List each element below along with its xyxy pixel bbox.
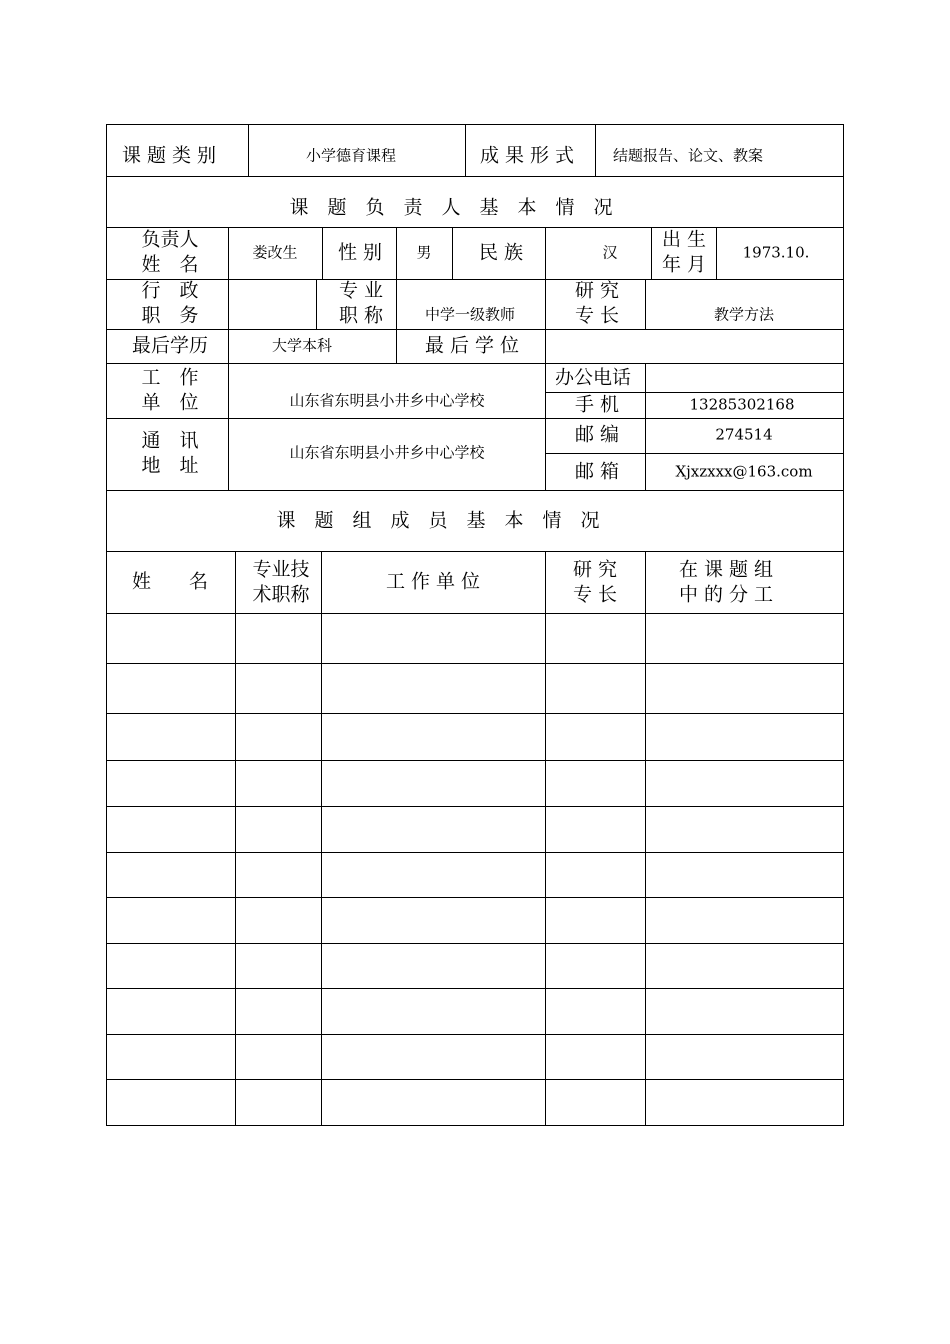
member-row-divider <box>106 760 844 761</box>
birth-label-line1: 出 生 <box>661 228 707 251</box>
member-row-divider <box>106 1034 844 1035</box>
col-divider <box>645 363 646 490</box>
admin-label-line1: 行 政 <box>141 279 199 302</box>
birth-value: 1973.10. <box>742 243 810 262</box>
col-divider <box>645 279 646 329</box>
row-divider <box>106 363 844 364</box>
email-label: 邮 箱 <box>574 460 620 483</box>
office-phone-label: 办公电话 <box>554 366 632 389</box>
member-row-divider <box>106 988 844 989</box>
leader-section-title: 课 题 负 责 人 基 本 情 况 <box>289 196 613 219</box>
col-divider <box>321 551 322 1126</box>
member-row-divider <box>106 663 844 664</box>
row-divider <box>106 279 844 280</box>
col-divider <box>396 329 397 363</box>
col-divider <box>716 227 717 279</box>
col-divider <box>228 279 229 329</box>
col-divider <box>545 279 546 329</box>
row-divider <box>106 329 844 330</box>
degree-label: 最 后 学 位 <box>424 334 520 357</box>
ethnicity-value: 汉 <box>602 243 618 262</box>
row-divider <box>106 490 844 491</box>
col-divider <box>651 227 652 279</box>
gender-value: 男 <box>416 243 432 262</box>
members-section-title: 课 题 组 成 员 基 本 情 况 <box>276 509 600 532</box>
member-tech-title-header-line2: 术职称 <box>252 583 310 606</box>
leader-name-value: 娄改生 <box>252 243 298 262</box>
ethnicity-label: 民 族 <box>478 241 524 264</box>
col-divider <box>316 279 317 329</box>
member-role-header-line1: 在 课 题 组 <box>678 558 774 581</box>
member-name-header: 姓 名 <box>131 570 209 593</box>
member-work-unit-header: 工 作 单 位 <box>385 570 481 593</box>
title-label-line2: 职 称 <box>338 304 384 327</box>
member-tech-title-header-line1: 专业技 <box>252 558 310 581</box>
postcode-label: 邮 编 <box>574 423 620 446</box>
col-divider <box>465 124 466 176</box>
category-label: 课 题 类 别 <box>121 144 217 167</box>
col-divider <box>228 363 229 490</box>
col-divider <box>645 551 646 1126</box>
mobile-value: 13285302168 <box>689 395 795 414</box>
col-divider <box>545 363 546 490</box>
specialty-label-line1: 研 究 <box>574 279 620 302</box>
row-divider <box>545 453 844 454</box>
member-role-header-line2: 中 的 分 工 <box>678 583 774 606</box>
address-label-line2: 地 址 <box>141 454 199 477</box>
title-value: 中学一级教师 <box>424 305 516 324</box>
row-divider <box>106 227 844 228</box>
member-row-divider <box>106 806 844 807</box>
row-divider <box>106 176 844 177</box>
mobile-label: 手 机 <box>574 393 620 416</box>
specialty-value: 教学方法 <box>713 305 775 324</box>
member-row-divider <box>106 897 844 898</box>
col-divider <box>228 227 229 279</box>
postcode-value: 274514 <box>715 425 773 444</box>
member-row-divider <box>106 852 844 853</box>
work-unit-value: 山东省东明县小井乡中心学校 <box>289 391 485 410</box>
member-row-divider <box>106 1079 844 1080</box>
work-label-line1: 工 作 <box>141 366 199 389</box>
member-row-divider <box>106 943 844 944</box>
email-value: Xjxzxxx@163.com <box>675 462 813 481</box>
col-divider <box>595 124 596 176</box>
col-divider <box>396 279 397 329</box>
leader-name-label-line2: 姓 名 <box>141 253 199 276</box>
col-divider <box>545 551 546 1126</box>
application-form-table <box>106 124 844 1126</box>
row-divider <box>106 613 844 614</box>
work-label-line2: 单 位 <box>141 391 199 414</box>
specialty-label-line2: 专 长 <box>574 304 620 327</box>
col-divider <box>452 227 453 279</box>
col-divider <box>248 124 249 176</box>
result-form-value: 结题报告、论文、教案 <box>612 146 764 165</box>
birth-label-line2: 年 月 <box>661 253 707 276</box>
gender-label: 性 别 <box>337 241 383 264</box>
col-divider <box>322 227 323 279</box>
col-divider <box>396 227 397 279</box>
col-divider <box>545 227 546 279</box>
row-divider <box>106 551 844 552</box>
member-specialty-header-line1: 研 究 <box>572 558 618 581</box>
row-divider <box>106 418 844 419</box>
category-value: 小学德育课程 <box>305 146 397 165</box>
member-specialty-header-line2: 专 长 <box>572 583 618 606</box>
col-divider <box>228 329 229 363</box>
result-form-label: 成 果 形 式 <box>479 144 575 167</box>
education-value: 大学本科 <box>271 336 333 355</box>
col-divider <box>545 329 546 363</box>
col-divider <box>235 551 236 1126</box>
address-value: 山东省东明县小井乡中心学校 <box>289 443 485 462</box>
title-label-line1: 专 业 <box>338 279 384 302</box>
member-row-divider <box>106 713 844 714</box>
address-label-line1: 通 讯 <box>141 429 199 452</box>
leader-name-label-line1: 负责人 <box>141 228 199 251</box>
education-label: 最后学历 <box>131 334 209 357</box>
admin-label-line2: 职 务 <box>141 304 199 327</box>
